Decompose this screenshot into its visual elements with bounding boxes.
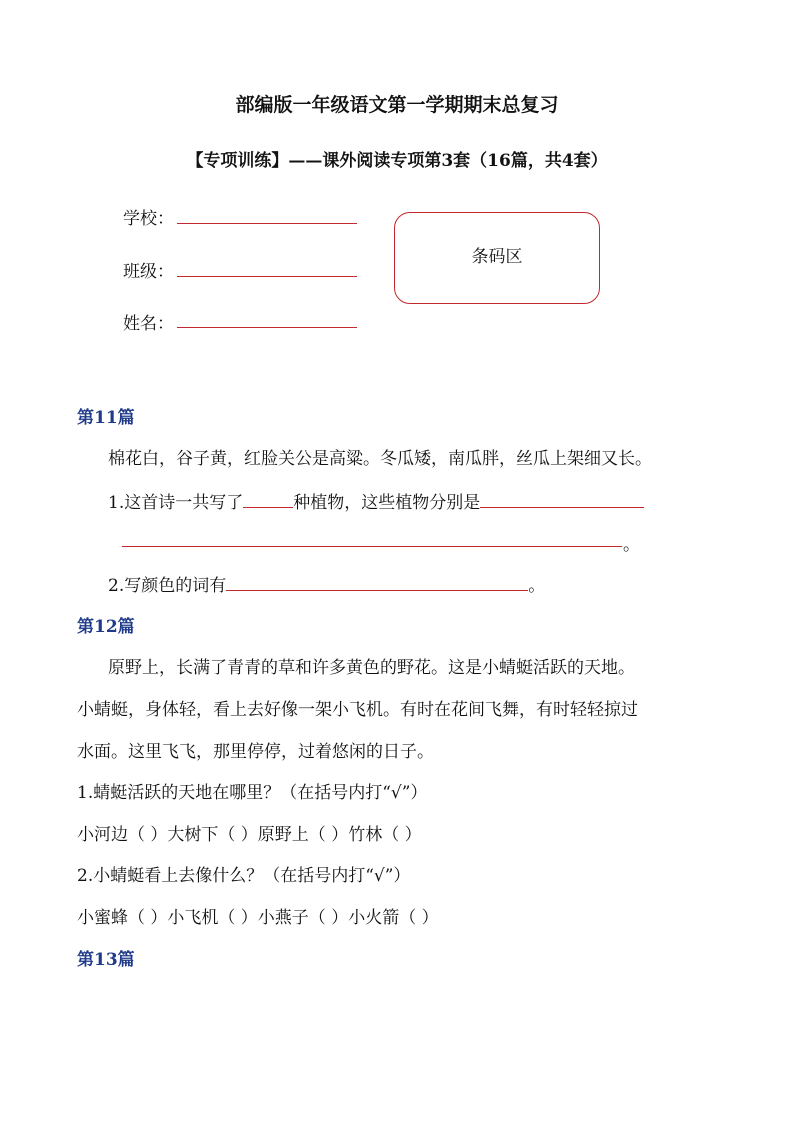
passage-12-question-1-options[interactable]: 小河边（ ）大树下（ ）原野上（ ）竹林（ ） — [77, 825, 422, 845]
school-label: 学校： — [123, 209, 174, 229]
passage-12-question-2: 2.小蜻蜓看上去像什么？（在括号内打“√”） — [77, 866, 411, 886]
class-label: 班级： — [123, 262, 174, 282]
worksheet-subtitle: 【专项训练】——课外阅读专项第3套（16篇，共4套） — [186, 151, 608, 171]
passage-12-line-1: 原野上，长满了青青的草和许多黄色的野花。这是小蜻蜓活跃的天地。 — [108, 658, 635, 678]
name-label: 姓名： — [123, 314, 174, 334]
passage-12-heading: 第12篇 — [77, 617, 135, 637]
passage-11-question-1 — [108, 488, 644, 513]
class-field[interactable] — [177, 276, 357, 277]
q1-middle: 种植物，这些植物分别是 — [293, 493, 481, 513]
plant-names-blank-continued[interactable] — [122, 546, 622, 547]
passage-13-heading: 第13篇 — [77, 950, 135, 970]
school-field[interactable] — [177, 223, 357, 224]
worksheet-title: 部编版一年级语文第一学期期末总复习 — [235, 94, 559, 116]
name-field[interactable] — [177, 327, 357, 328]
passage-12-line-3: 水面。这里飞飞，那里停停，过着悠闲的日子。 — [77, 742, 434, 762]
q1-period: 。 — [623, 535, 640, 555]
plant-names-blank[interactable] — [480, 489, 644, 508]
passage-12-question-1: 1.蜻蜓活跃的天地在哪里？（在括号内打“√”） — [77, 783, 428, 803]
q2-prefix: 2.写颜色的词有 — [108, 576, 227, 596]
q1-prefix: 1.这首诗一共写了 — [108, 493, 244, 513]
passage-12-line-2: 小蜻蜓，身体轻，看上去好像一架小飞机。有时在花间飞舞，有时轻轻掠过 — [77, 700, 638, 720]
plant-count-blank[interactable] — [243, 489, 293, 508]
passage-11-heading: 第11篇 — [77, 408, 135, 428]
barcode-area — [394, 212, 600, 304]
passage-11-text: 棉花白，谷子黄，红脸关公是高粱。冬瓜矮，南瓜胖，丝瓜上架细又长。 — [108, 449, 652, 469]
passage-12-question-2-options[interactable]: 小蜜蜂（ ）小飞机（ ）小燕子（ ）小火箭（ ） — [77, 908, 439, 928]
barcode-label: 条码区 — [471, 247, 523, 267]
color-words-blank[interactable] — [226, 572, 528, 591]
q2-period: 。 — [528, 576, 546, 596]
passage-11-question-2 — [108, 571, 545, 596]
